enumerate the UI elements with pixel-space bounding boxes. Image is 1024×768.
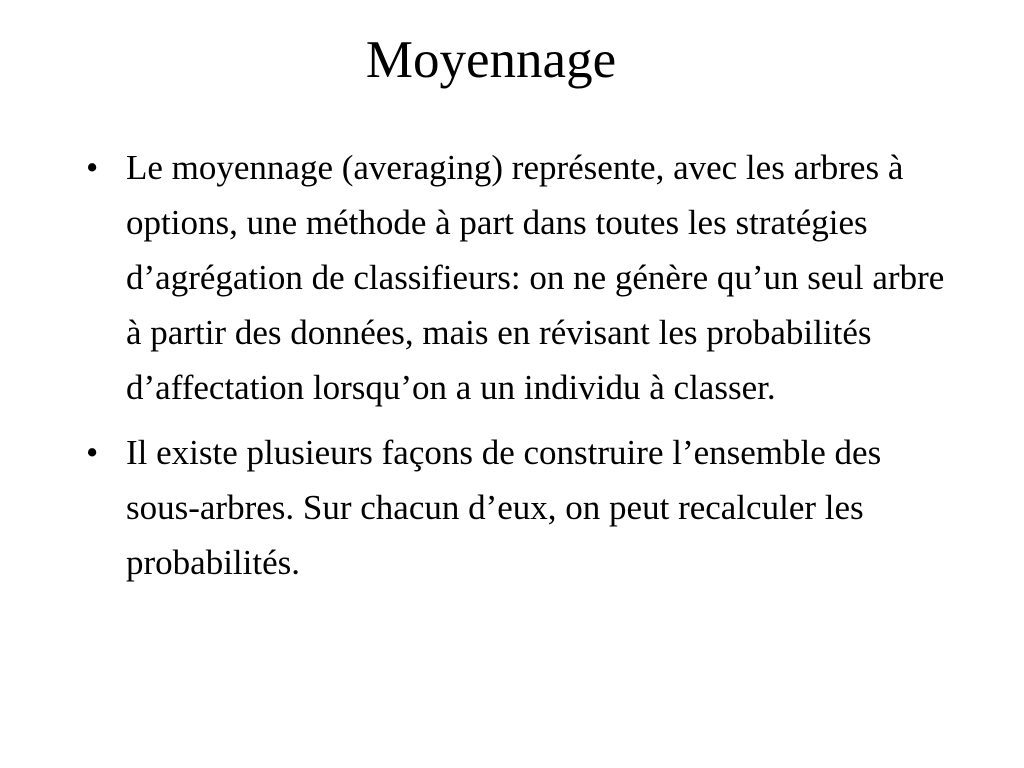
bullet-list — [86, 140, 946, 600]
slide-title: Moyennage — [365, 31, 617, 89]
bullet-text: Il existe plusieurs façons de construire l’ensemble des sous-arbres. Sur chacun d’eux, on peut recalculer les probabilités. — [126, 433, 882, 582]
bullet-item — [86, 425, 946, 590]
bullet-marker: • — [86, 433, 99, 472]
bullet-marker: • — [86, 148, 99, 187]
bullet-text: Le moyennage (averaging) représente, avec les arbres à options, une méthode à part dans toutes les stratégies d’agrégation de classifieurs: on ne génère qu’un seul arbre à partir des données, mais en révisant les probabilités d’affectation lorsqu’on a un individu à classer. — [126, 148, 945, 407]
bullet-item — [86, 140, 946, 415]
